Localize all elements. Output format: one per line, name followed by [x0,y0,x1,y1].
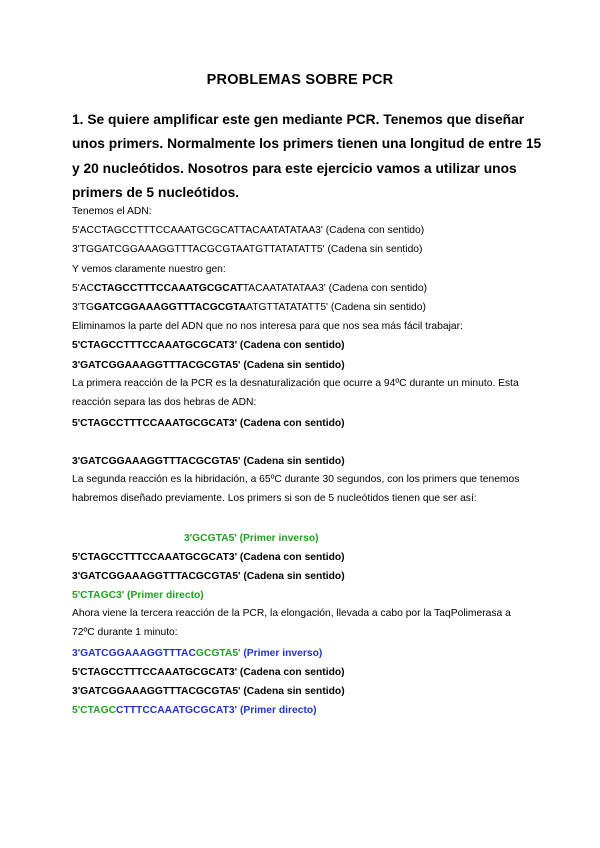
ext-inverse-new-strand: 3'GATCGGAAAGGTTTAC [72,648,196,659]
gene-intro: Y vemos claramente nuestro gen: [72,264,226,275]
strand-antisense-3: 3'GATCGGAAAGGTTTACGCGTA5' (Cadena sin sentido) [72,571,345,582]
strand-sense-3: 5'CTAGCCTTTCCAAATGCGCAT3' (Cadena con sentido) [72,552,345,563]
extended-inverse-primer [72,648,322,659]
hybridization-paragraph: La segunda reacción es la hibridación, a 65ºC durante 30 segundos, con los primers que tenemos habremos diseñado previamente. Los primers si son de 5 nucleótidos tienen que ser así: [72,474,520,505]
elongation-paragraph: Ahora viene la tercera reacción de la PCR, la elongación, llevada a cabo por la TaqPolimerasa a 72ºC durante 1 minuto: [72,608,511,639]
gene-antisense-strand [72,302,426,313]
ext-direct-primer-part: 5'CTAGC [72,705,117,716]
gene-antisense-prefix: 3'TG [72,302,94,313]
ext-inverse-primer-part: GCGTA5' [195,648,241,659]
dna-sense-strand: 5'ACCTAGCCTTTCCAAATGCGCATTACAATATATAA3' (Cadena con sentido) [72,225,425,236]
dna-antisense-strand: 3'TGGATCGGAAAGGTTTACGCGTAATGTTATATATT5' (Cadena sin sentido) [72,244,423,255]
gene-antisense-highlight: GATCGGAAAGGTTTACGCGTA [94,302,247,313]
remove-text: Eliminamos la parte del ADN que no nos interesa para que nos sea más fácil trabajar: [72,321,463,332]
dna-intro: Tenemos el ADN: [72,206,152,217]
strand-antisense-4: 3'GATCGGAAAGGTTTACGCGTA5' (Cadena sin sentido) [72,686,345,697]
gene-sense-prefix: 5'AC [72,283,94,294]
strand-antisense-1: 3'GATCGGAAAGGTTTACGCGTA5' (Cadena sin sentido) [72,360,345,371]
question-heading: 1. Se quiere amplificar este gen mediante PCR. Tenemos que diseñar unos primers. Normalmente los primers tienen una longitud de entre 15 y 20 nucleótidos. Nosotros para este ejercicio vamos a utilizar unos primers de 5 nucleótidos. [72,112,542,200]
denaturation-paragraph: La primera reacción de la PCR es la desnaturalización que ocurre a 94ºC durante un minuto. Esta reacción separa las dos hebras de ADN: [72,378,519,409]
gene-antisense-suffix: ATGTTATATATT5' (Cadena sin sentido) [246,302,426,313]
primer-inverse: 3'GCGTA5' (Primer inverso) [184,533,319,544]
strand-antisense-2: 3'GATCGGAAAGGTTTACGCGTA5' (Cadena sin sentido) [72,456,345,467]
strand-sense-2: 5'CTAGCCTTTCCAAATGCGCAT3' (Cadena con sentido) [72,418,345,429]
ext-direct-new-strand: CTTTCCAAATGCGCAT3' [116,705,238,716]
strand-sense-4: 5'CTAGCCTTTCCAAATGCGCAT3' (Cadena con sentido) [72,667,345,678]
page-title: PROBLEMAS SOBRE PCR [206,72,394,88]
ext-inverse-label: (Primer inverso) [240,648,323,659]
ext-direct-label: (Primer directo) [237,705,317,716]
primer-direct: 5'CTAGC3' (Primer directo) [72,590,204,601]
extended-direct-primer [72,705,317,716]
strand-sense-1: 5'CTAGCCTTTCCAAATGCGCAT3' (Cadena con sentido) [72,340,345,351]
gene-sense-strand [72,283,427,294]
gene-sense-highlight: CTAGCCTTTCCAAATGCGCAT [94,283,243,294]
gene-sense-suffix: TACAATATATAA3' (Cadena con sentido) [242,283,428,294]
